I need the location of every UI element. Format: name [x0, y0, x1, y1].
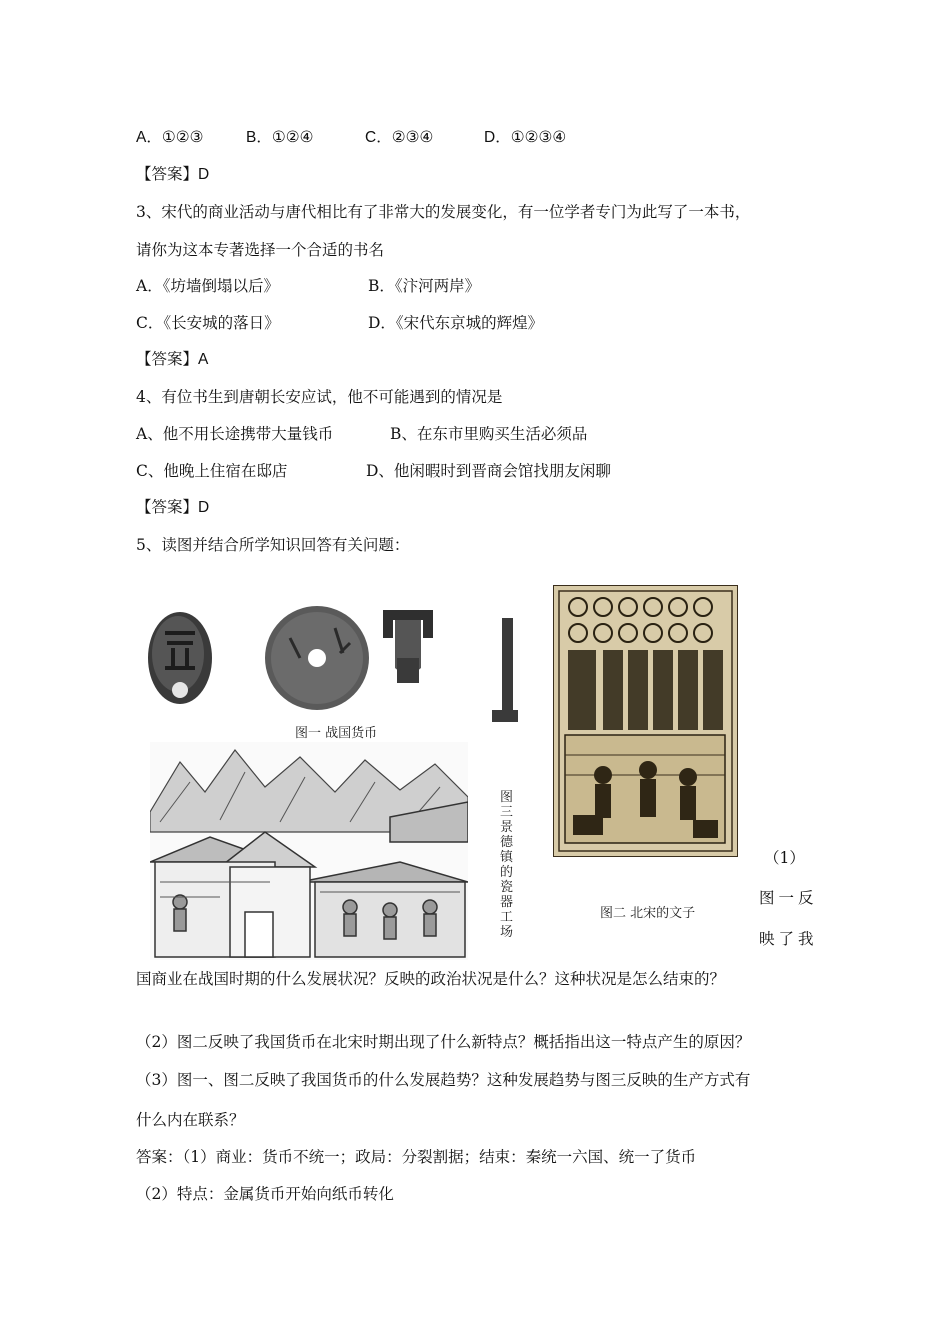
q3-option-d: D．《宋代东京城的辉煌》: [368, 314, 544, 332]
q5-sub3-line1: （3）图一、图二反映了我国货币的什么发展趋势？这种发展趋势与图三反映的生产方式有: [136, 1071, 751, 1089]
q5-sub2: （2）图二反映了我国货币在北宋时期出现了什么新特点？概括指出这一特点产生的原因？: [136, 1033, 751, 1051]
q5-sub1-number: （1）: [764, 849, 805, 867]
q5-sub1-side-line1: 图一反: [759, 889, 818, 907]
q4-answer: 【答案】D: [136, 499, 210, 516]
q3-answer: 【答案】A: [136, 351, 209, 368]
knife-coin-image: [492, 618, 522, 728]
ant-nose-coin-image: [148, 612, 212, 704]
q2-option-a: A．①②③: [136, 129, 204, 146]
round-coin-image: [265, 606, 369, 710]
q4-stem: 4、有位书生到唐朝长安应试，他不可能遇到的情况是: [136, 388, 503, 406]
figure-2-caption: 图二 北宋的文子: [600, 906, 696, 921]
q5-stem: 5、读图并结合所学知识回答有关问题：: [136, 536, 410, 554]
q2-option-b: B．①②④: [246, 129, 314, 146]
q4-option-c: C、他晚上住宿在邸店: [136, 462, 288, 480]
q4-option-b: B、在东市里购买生活必须品: [390, 425, 588, 443]
q3-option-b: B．《汴河两岸》: [368, 277, 481, 295]
figure-1-warring-states-coins: [145, 598, 465, 743]
q5-sub1-side-line2: 映了我: [759, 930, 818, 948]
q2-answer: 【答案】D: [136, 166, 210, 183]
spade-coin-image: [383, 610, 433, 683]
q3-stem-line1: 3、宋代的商业活动与唐代相比有了非常大的发展变化，有一位学者专门为此写了一本书，: [136, 203, 751, 221]
q5-sub1-rest: 国商业在战国时期的什么发展状况？反映的政治状况是什么？这种状况是怎么结束的？: [136, 970, 726, 988]
figure-3-porcelain-workshop: [150, 742, 468, 960]
q4-option-d: D、他闲暇时到晋商会馆找朋友闲聊: [366, 462, 611, 480]
q2-option-d: D．①②③④: [484, 129, 567, 146]
q5-answer-2: （2）特点：金属货币开始向纸币转化: [136, 1185, 394, 1203]
figure-2-jiaozi-banknote: [553, 585, 738, 857]
q3-option-a: A．《坊墙倒塌以后》: [136, 277, 279, 295]
q5-sub3-line2: 什么内在联系？: [136, 1111, 245, 1129]
q3-option-c: C．《长安城的落日》: [136, 314, 280, 332]
q2-option-c: C．②③④: [365, 129, 434, 146]
q3-stem-line2: 请你为这本专著选择一个合适的书名: [136, 241, 385, 259]
q5-answer-1: 答案：（1）商业：货币不统一；政局：分裂割据；结束：秦统一六国、统一了货币: [136, 1148, 697, 1166]
figure-3-caption: 图三 景德镇的瓷器工场: [500, 790, 514, 940]
figure-1-caption: 图一 战国货币: [295, 726, 378, 741]
q4-option-a: A、他不用长途携带大量钱币: [136, 425, 334, 443]
